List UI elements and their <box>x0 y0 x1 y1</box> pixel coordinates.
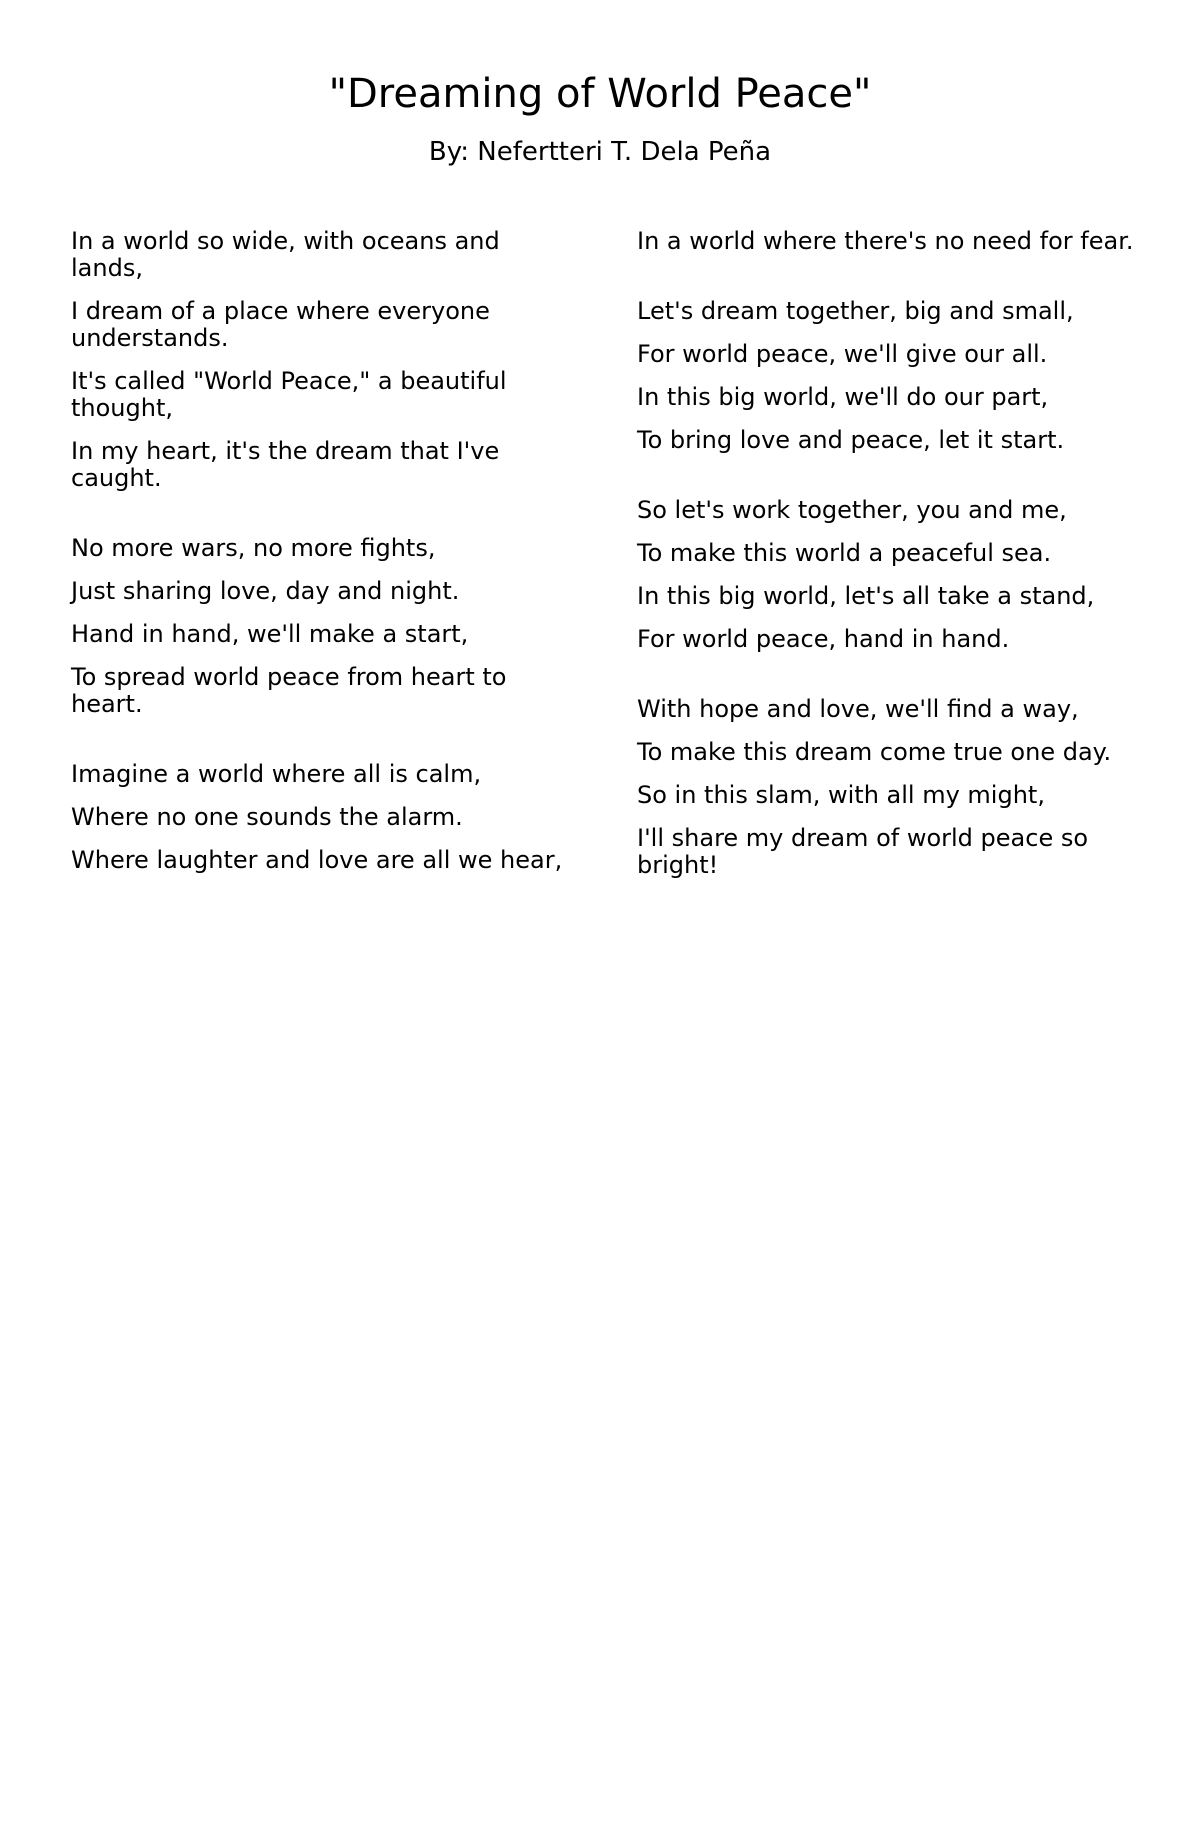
poem-line: Where laughter and love are all we hear, <box>71 846 563 874</box>
stanza <box>71 535 571 718</box>
poem-line: In a world where there's no need for fear. <box>637 227 1134 255</box>
poem-byline: By: Nefertteri T. Dela Peña <box>428 137 772 167</box>
poem-line: It's called "World Peace," a beautiful thought, <box>71 367 507 422</box>
poem-line: Imagine a world where all is calm, <box>71 760 482 788</box>
poem-line: In this big world, we'll do our part, <box>637 383 1049 411</box>
stanza <box>71 761 571 874</box>
poem-line: Just sharing love, day and night. <box>71 577 460 605</box>
poem-line: In this big world, let's all take a stand, <box>637 582 1095 610</box>
poem-line: So in this slam, with all my might, <box>637 781 1045 809</box>
poem-line: Let's dream together, big and small, <box>637 297 1074 325</box>
poem-line: I dream of a place where everyone understands. <box>71 297 490 352</box>
poem-line: For world peace, we'll give our all. <box>637 340 1048 368</box>
poem-line: To spread world peace from heart to heart. <box>71 663 507 718</box>
poem-line: To bring love and peace, let it start. <box>637 426 1065 454</box>
poem-line: In a world so wide, with oceans and lands, <box>71 227 500 282</box>
poem-line: For world peace, hand in hand. <box>637 625 1010 653</box>
stanza <box>637 228 1137 255</box>
poem-line: I'll share my dream of world peace so bright! <box>637 824 1089 879</box>
poem-right-column <box>637 228 1137 922</box>
poem-line: With hope and love, we'll find a way, <box>637 695 1079 723</box>
poem-line: To make this world a peaceful sea. <box>637 539 1052 567</box>
stanza <box>637 696 1137 879</box>
poem-line: No more wars, no more fights, <box>71 534 436 562</box>
poem-title: "Dreaming of World Peace" <box>328 71 872 117</box>
stanza <box>637 497 1137 653</box>
poem-line: Hand in hand, we'll make a start, <box>71 620 469 648</box>
poem-left-column <box>71 228 571 917</box>
poem-line: To make this dream come true one day. <box>637 738 1112 766</box>
poem-line: Where no one sounds the alarm. <box>71 803 463 831</box>
poem-line: So let's work together, you and me, <box>637 496 1067 524</box>
poem-line: In my heart, it's the dream that I've caught. <box>71 437 500 492</box>
stanza <box>637 298 1137 454</box>
stanza <box>71 228 571 492</box>
